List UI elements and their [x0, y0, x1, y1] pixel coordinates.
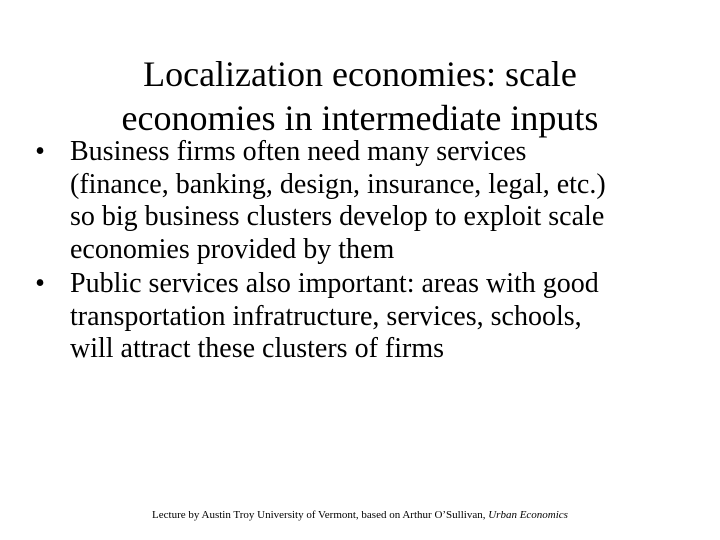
- bullet-1-line-3: so big business clusters develop to exploit scale: [70, 201, 605, 232]
- bullet-1-line-4: economies provided by them: [70, 233, 395, 265]
- bullet-item-public-services: [30, 268, 710, 366]
- footer-credit: Lecture by Austin Troy University of Vermont, based on Arthur O’Sullivan,: [152, 509, 489, 521]
- title-line-2: economies in intermediate inputs: [121, 98, 599, 138]
- bullet-1-line-2: (finance, banking, design, insurance, legal, etc.): [70, 168, 606, 200]
- bullet-1-line-1: Business firms often need many services: [70, 136, 527, 167]
- title-line-1: Localization economies: scale: [143, 54, 577, 94]
- bullet-icon: •: [35, 136, 45, 167]
- bullet-item-business-firms: [30, 136, 710, 266]
- bullet-2-line-2: transportation infratructure, services, schools,: [70, 300, 582, 332]
- bullet-icon: •: [35, 268, 45, 299]
- slide-footer: [0, 508, 720, 522]
- footer-book-title: Urban Economics: [488, 509, 568, 521]
- slide-title: [0, 52, 720, 140]
- bullet-list: [30, 136, 710, 366]
- bullet-2-line-1: Public services also important: areas with good: [70, 268, 599, 299]
- bullet-2-line-3: will attract these clusters of firms: [70, 333, 444, 364]
